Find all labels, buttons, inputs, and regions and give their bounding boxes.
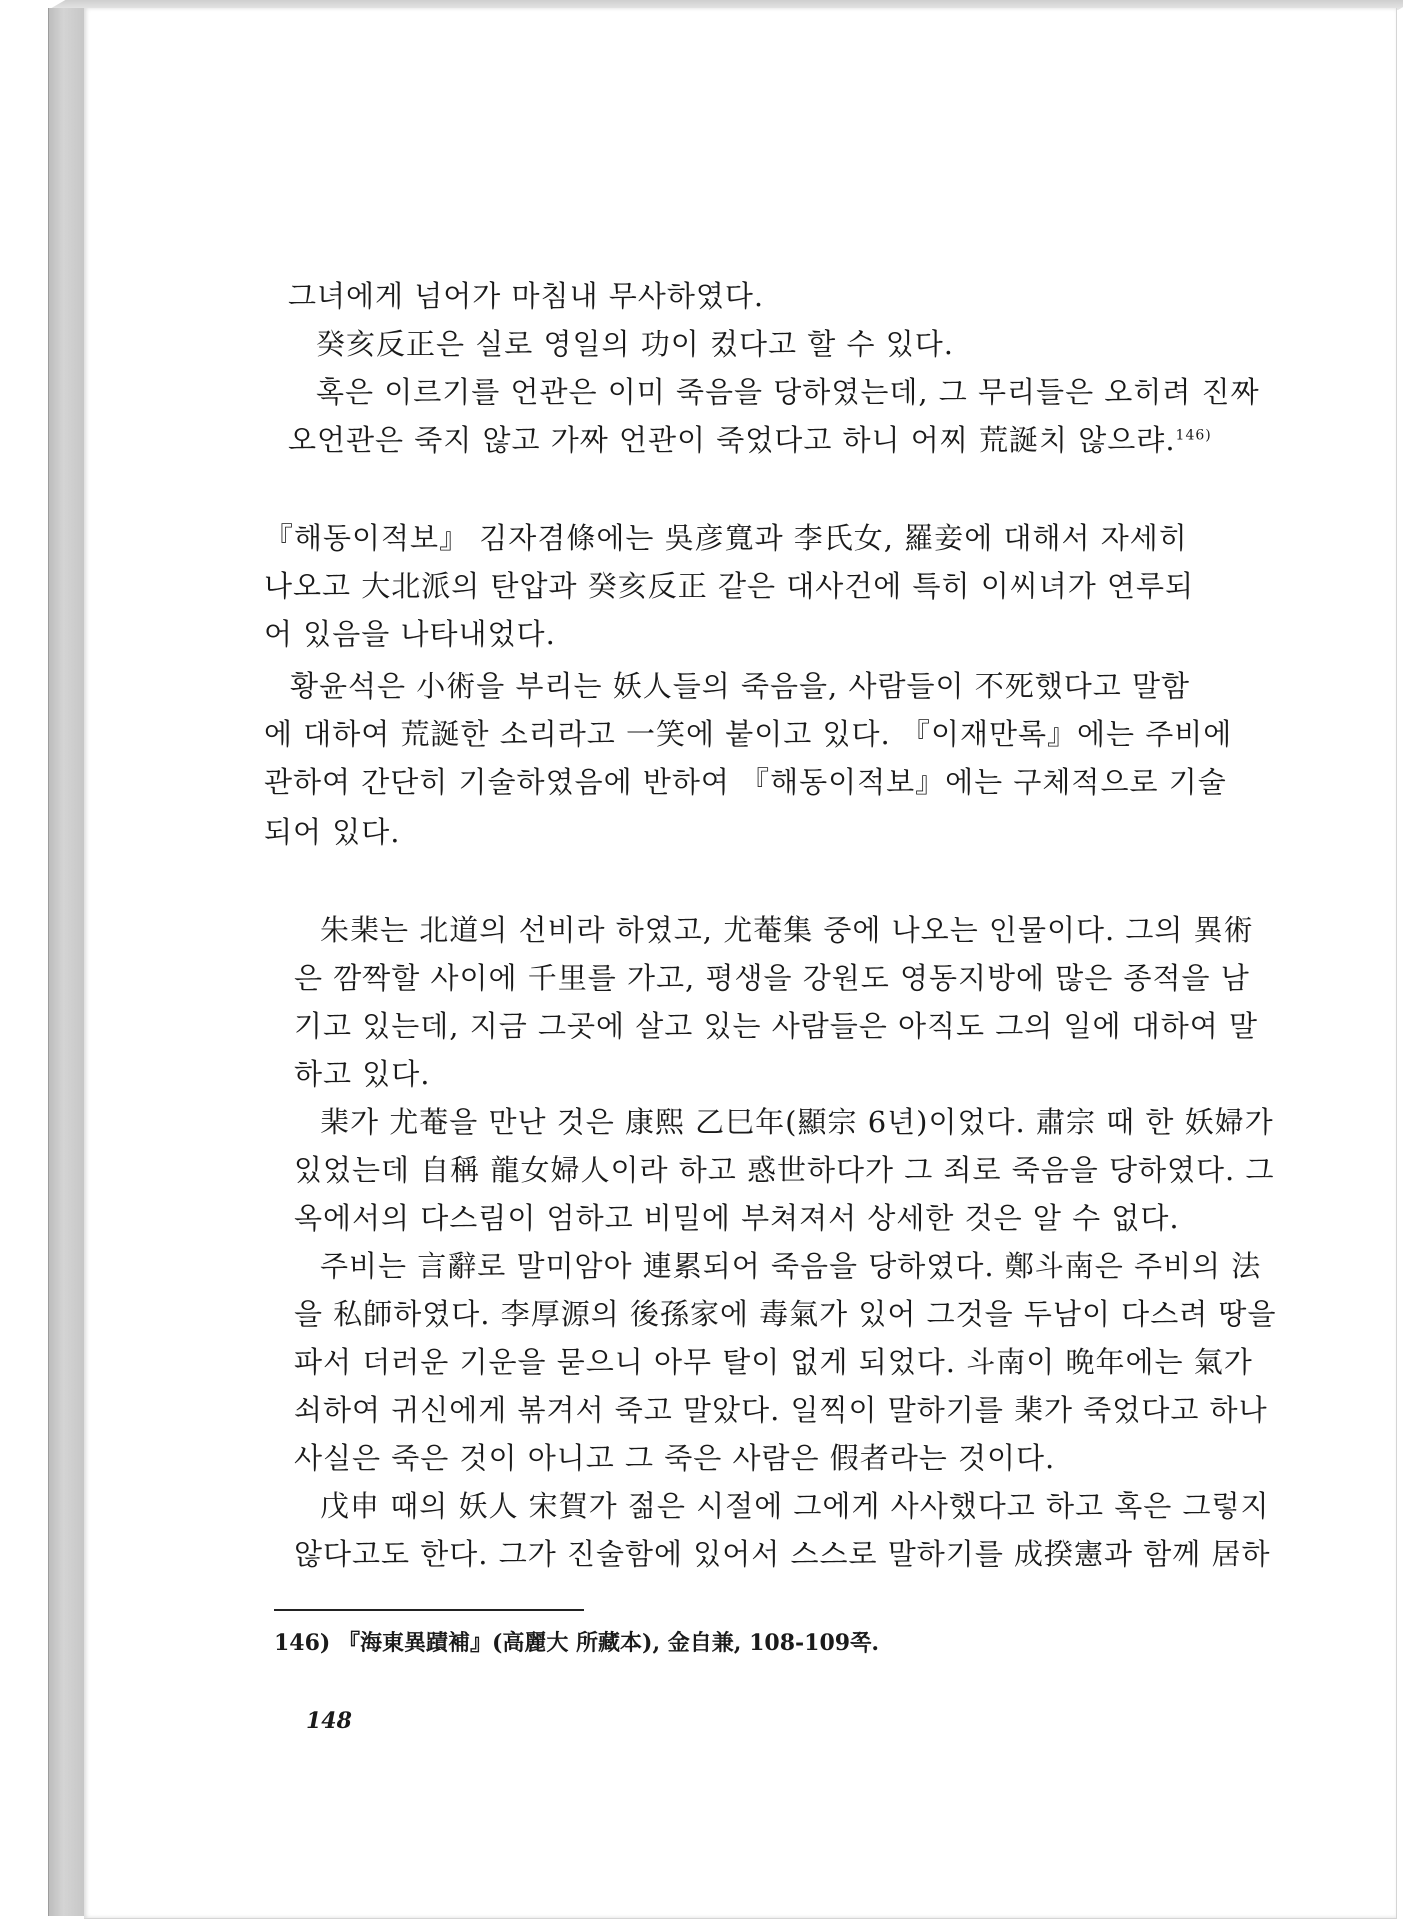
text-line: 옥에서의 다스림이 엄하고 비밀에 부쳐져서 상세한 것은 알 수 없다. <box>294 1201 1180 1235</box>
text-line-body: 오언관은 죽지 않고 가짜 언관이 죽었다고 하니 어찌 荒誕치 않으랴. <box>288 423 1176 457</box>
text-line: 파서 더러운 기운을 묻으니 아무 탈이 없게 되었다. 斗南이 晩年에는 氣가 <box>294 1345 1253 1379</box>
footnote-divider <box>274 1609 584 1611</box>
text-line: 관하여 간단히 기술하였음에 반하여 『해동이적보』에는 구체적으로 기술 <box>264 765 1227 799</box>
page-number: 148 <box>306 1708 352 1734</box>
text-line: 사실은 죽은 것이 아니고 그 죽은 사람은 假者라는 것이다. <box>294 1441 1056 1475</box>
text-line: 않다고도 한다. 그가 진술함에 있어서 스스로 말하기를 成揆憲과 함께 居하 <box>294 1537 1271 1571</box>
footnote-text: 146) 『海東異蹟補』(高麗大 所藏本), 金自兼, 108-109쪽. <box>274 1630 879 1656</box>
text-line: 되어 있다. <box>264 815 401 849</box>
text-line: 혹은 이르기를 언관은 이미 죽음을 당하였는데, 그 무리들은 오히려 진짜 <box>316 375 1260 409</box>
text-line: 있었는데 自稱 龍女婦人이라 하고 惑世하다가 그 죄로 죽음을 당하였다. 그 <box>294 1153 1275 1187</box>
text-line: 쇠하여 귀신에게 볶겨서 죽고 말았다. 일찍이 말하기를 棐가 죽었다고 하나 <box>294 1393 1268 1427</box>
text-line <box>288 423 1212 457</box>
text-line: 을 私師하였다. 李厚源의 後孫家에 毒氣가 있어 그것을 두남이 다스려 땅을 <box>294 1297 1277 1331</box>
book-spine <box>48 8 85 1916</box>
text-line: 황윤석은 小術을 부리는 妖人들의 죽음을, 사람들이 不死했다고 말함 <box>290 669 1191 703</box>
text-line: 나오고 大北派의 탄압과 癸亥反正 같은 대사건에 특히 이씨녀가 연루되 <box>264 569 1195 603</box>
text-line: 『해동이적보』 김자겸條에는 吳彦寬과 李氏女, 羅妾에 대해서 자세히 <box>264 521 1188 555</box>
page-text <box>84 8 1396 1918</box>
text-line: 어 있음을 나타내었다. <box>264 617 556 651</box>
text-line: 朱棐는 北道의 선비라 하였고, 尤菴集 중에 나오는 인물이다. 그의 異術 <box>320 913 1254 947</box>
text-line: 그녀에게 넘어가 마침내 무사하였다. <box>288 279 765 313</box>
text-line: 棐가 尤菴을 만난 것은 康熙 乙巳年(顯宗 6년)이었다. 肅宗 때 한 妖婦가 <box>320 1105 1274 1139</box>
book-page <box>84 8 1397 1919</box>
text-line: 에 대하여 荒誕한 소리라고 一笑에 붙이고 있다. 『이재만록』에는 주비에 <box>264 717 1233 751</box>
text-line: 癸亥反正은 실로 영일의 功이 컸다고 할 수 있다. <box>316 327 954 361</box>
text-line: 기고 있는데, 지금 그곳에 살고 있는 사람들은 아직도 그의 일에 대하여 말 <box>294 1009 1259 1043</box>
footnote-ref: 146) <box>1175 427 1212 444</box>
text-line: 戊申 때의 妖人 宋賀가 젊은 시절에 그에게 사사했다고 하고 혹은 그렇지 <box>320 1489 1270 1523</box>
text-line: 하고 있다. <box>294 1057 431 1091</box>
text-line: 은 깜짝할 사이에 千里를 가고, 평생을 강원도 영동지방에 많은 종적을 남 <box>294 961 1250 995</box>
text-line: 주비는 言辭로 말미암아 連累되어 죽음을 당하였다. 鄭斗南은 주비의 法 <box>320 1249 1262 1283</box>
